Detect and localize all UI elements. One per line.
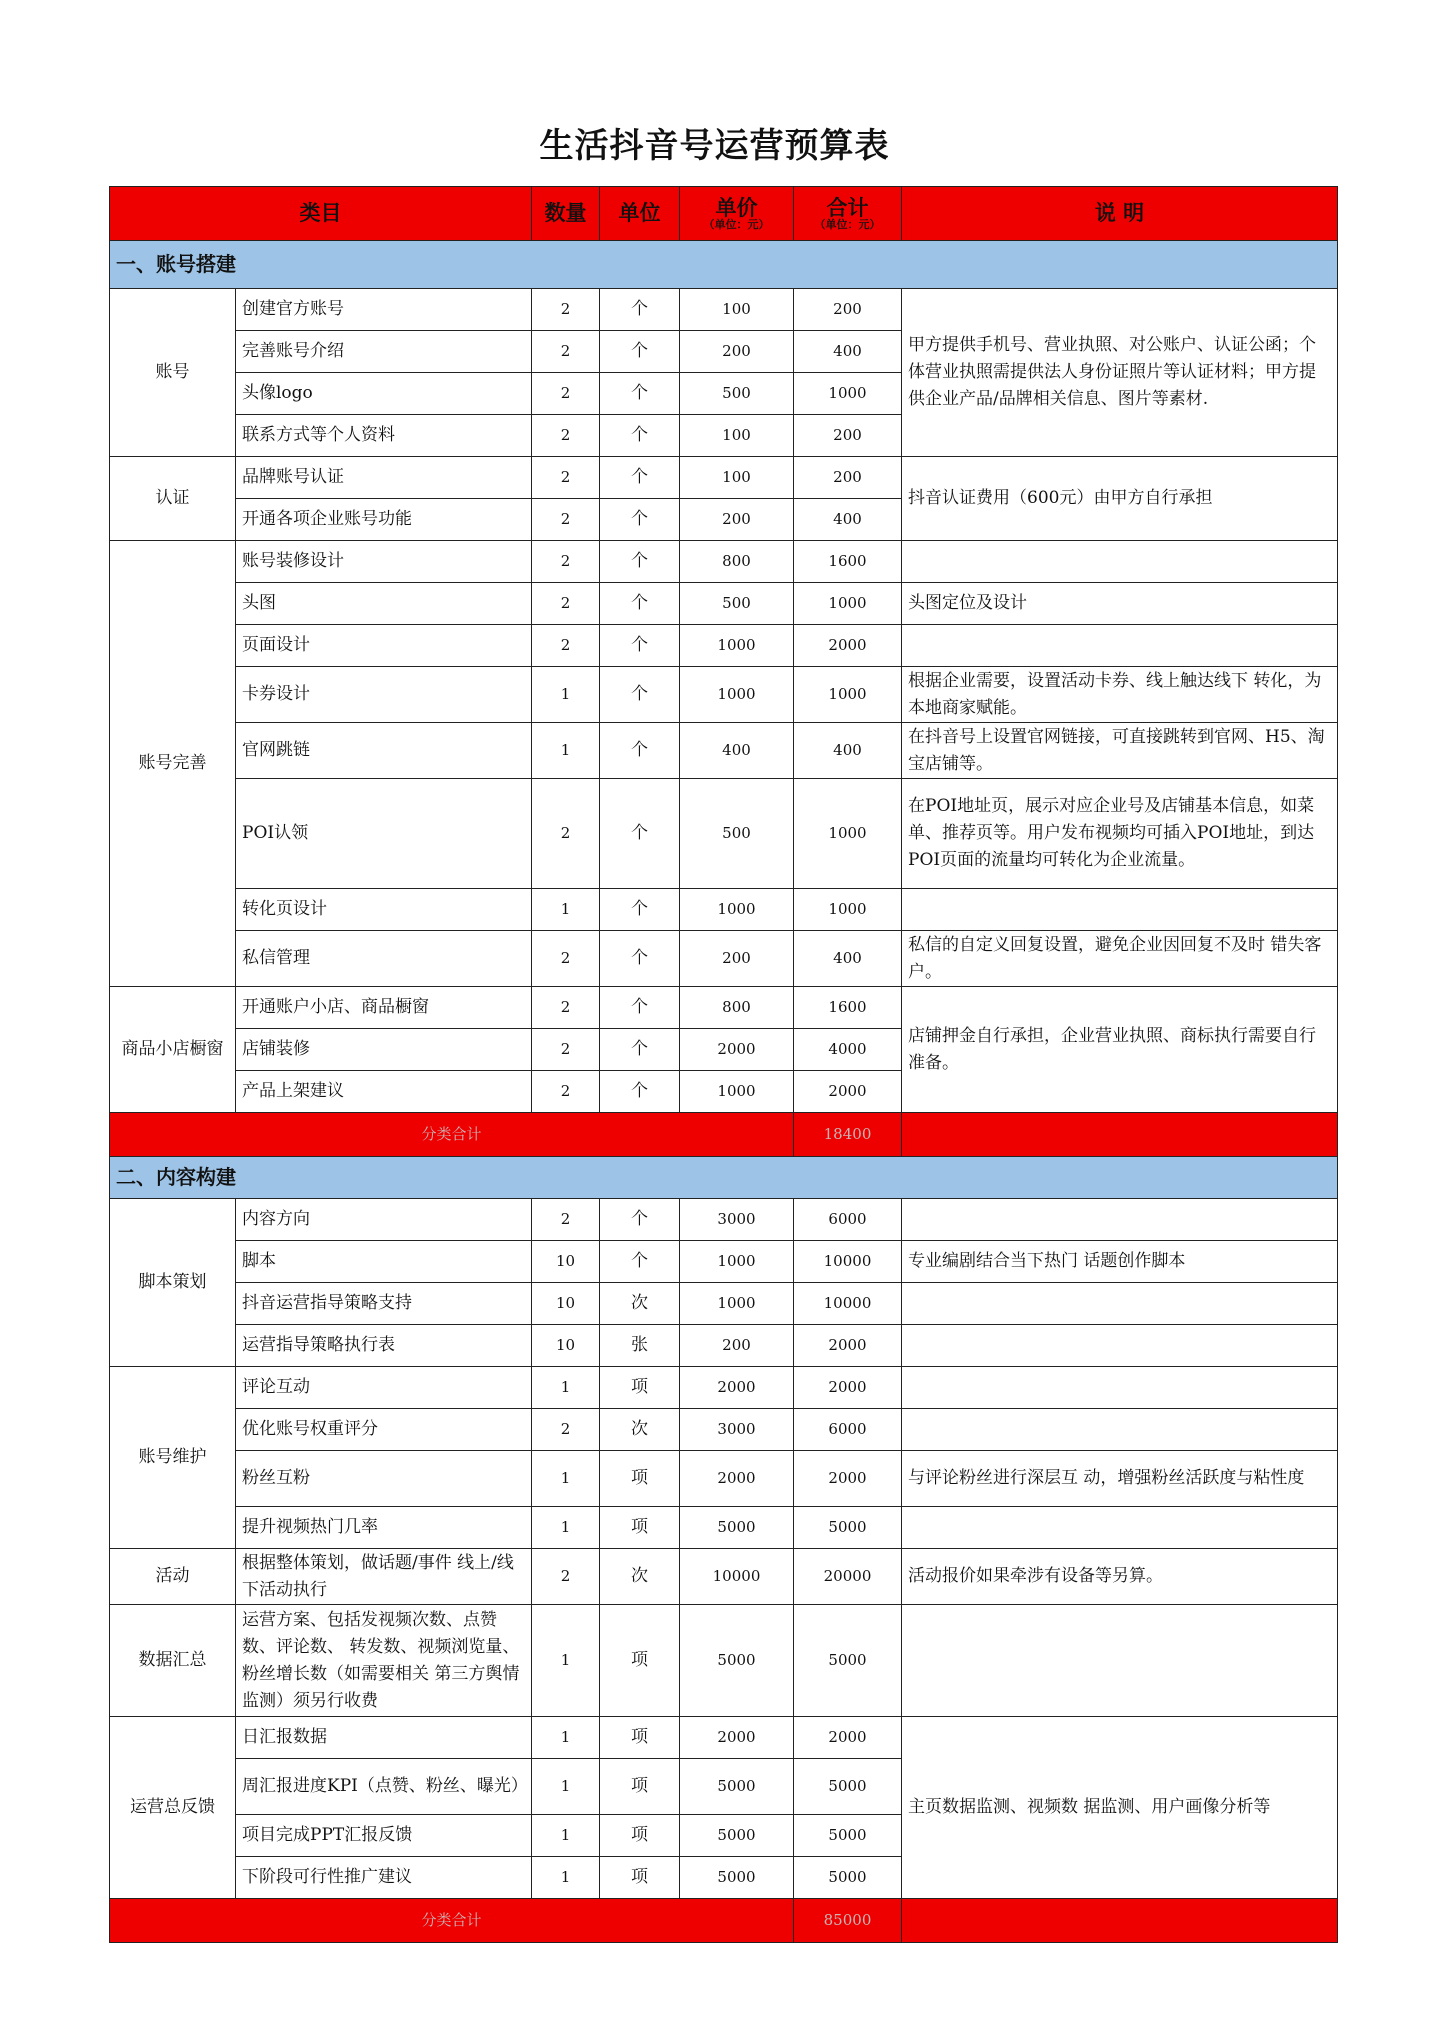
item-total: 6000 xyxy=(794,1409,902,1451)
subtotal-row xyxy=(110,1899,1338,1943)
item-qty: 2 xyxy=(532,415,600,457)
item-unit: 个 xyxy=(600,889,680,931)
header-price-sub: （单位：元） xyxy=(703,217,770,231)
item-name: 官网跳链 xyxy=(236,723,532,779)
item-total: 2000 xyxy=(794,1717,902,1759)
item-unit: 张 xyxy=(600,1325,680,1367)
item-unit: 个 xyxy=(600,931,680,987)
group-name: 账号完善 xyxy=(110,541,236,987)
item-price: 800 xyxy=(680,541,794,583)
item-total: 1000 xyxy=(794,667,902,723)
item-unit: 个 xyxy=(600,1241,680,1283)
item-price: 200 xyxy=(680,931,794,987)
item-name: 卡券设计 xyxy=(236,667,532,723)
item-total: 6000 xyxy=(794,1199,902,1241)
item-total: 400 xyxy=(794,331,902,373)
item-qty: 1 xyxy=(532,1857,600,1899)
item-price: 2000 xyxy=(680,1029,794,1071)
item-unit: 个 xyxy=(600,499,680,541)
table-row xyxy=(110,1507,1338,1549)
item-note xyxy=(902,1199,1338,1241)
item-unit: 个 xyxy=(600,1029,680,1071)
item-total: 200 xyxy=(794,457,902,499)
item-price: 5000 xyxy=(680,1857,794,1899)
item-note xyxy=(902,1409,1338,1451)
header-total xyxy=(794,187,902,241)
item-price: 5000 xyxy=(680,1605,794,1717)
budget-table xyxy=(109,186,1338,1943)
item-unit: 个 xyxy=(600,583,680,625)
item-name: 项目完成PPT汇报反馈 xyxy=(236,1815,532,1857)
table-row xyxy=(110,1549,1338,1605)
item-unit: 次 xyxy=(600,1549,680,1605)
item-name: 内容方向 xyxy=(236,1199,532,1241)
table-row xyxy=(110,1325,1338,1367)
header-total-sub: （单位：元） xyxy=(814,217,881,231)
section-title: 二、内容构建 xyxy=(110,1157,1338,1199)
item-note: 头图定位及设计 xyxy=(902,583,1338,625)
item-name: 开通各项企业账号功能 xyxy=(236,499,532,541)
item-unit: 个 xyxy=(600,723,680,779)
table-row xyxy=(110,1367,1338,1409)
item-unit: 个 xyxy=(600,541,680,583)
table-row xyxy=(110,667,1338,723)
item-note xyxy=(902,889,1338,931)
item-total: 5000 xyxy=(794,1507,902,1549)
item-price: 2000 xyxy=(680,1717,794,1759)
item-qty: 2 xyxy=(532,289,600,331)
item-total: 2000 xyxy=(794,1451,902,1507)
item-qty: 2 xyxy=(532,1029,600,1071)
item-price: 2000 xyxy=(680,1451,794,1507)
item-total: 2000 xyxy=(794,1071,902,1113)
item-unit: 个 xyxy=(600,331,680,373)
item-unit: 项 xyxy=(600,1451,680,1507)
item-qty: 10 xyxy=(532,1283,600,1325)
item-price: 1000 xyxy=(680,1071,794,1113)
item-price: 1000 xyxy=(680,667,794,723)
item-qty: 2 xyxy=(532,931,600,987)
table-row xyxy=(110,1199,1338,1241)
item-unit: 个 xyxy=(600,987,680,1029)
item-price: 800 xyxy=(680,987,794,1029)
item-note: 根据企业需要，设置活动卡券、线上触达线下 转化，为本地商家赋能。 xyxy=(902,667,1338,723)
item-name: 优化账号权重评分 xyxy=(236,1409,532,1451)
item-price: 1000 xyxy=(680,1283,794,1325)
item-note xyxy=(902,1367,1338,1409)
item-total: 400 xyxy=(794,723,902,779)
item-unit: 个 xyxy=(600,625,680,667)
item-total: 5000 xyxy=(794,1605,902,1717)
item-name: 产品上架建议 xyxy=(236,1071,532,1113)
table-row xyxy=(110,289,1338,331)
item-name: 脚本 xyxy=(236,1241,532,1283)
subtotal-label: 分类合计 xyxy=(110,1113,794,1157)
item-total: 1000 xyxy=(794,373,902,415)
item-total: 1000 xyxy=(794,889,902,931)
table-row xyxy=(110,1717,1338,1759)
item-unit: 个 xyxy=(600,1071,680,1113)
item-name: 转化页设计 xyxy=(236,889,532,931)
item-unit: 个 xyxy=(600,667,680,723)
item-price: 1000 xyxy=(680,889,794,931)
item-qty: 1 xyxy=(532,1759,600,1815)
table-row xyxy=(110,541,1338,583)
item-qty: 2 xyxy=(532,331,600,373)
item-total: 1000 xyxy=(794,779,902,889)
header-category: 类目 xyxy=(110,187,532,241)
header-qty: 数量 xyxy=(532,187,600,241)
item-total: 1600 xyxy=(794,541,902,583)
item-qty: 1 xyxy=(532,1451,600,1507)
item-name: 根据整体策划，做话题/事件 线上/线下活动执行 xyxy=(236,1549,532,1605)
item-price: 500 xyxy=(680,373,794,415)
item-note: 私信的自定义回复设置，避免企业因回复不及时 错失客户。 xyxy=(902,931,1338,987)
item-price: 5000 xyxy=(680,1815,794,1857)
item-total: 2000 xyxy=(794,1325,902,1367)
item-total: 1600 xyxy=(794,987,902,1029)
group-name: 账号 xyxy=(110,289,236,457)
table-row xyxy=(110,931,1338,987)
section-row xyxy=(110,1157,1338,1199)
item-price: 5000 xyxy=(680,1759,794,1815)
item-name: 开通账户小店、商品橱窗 xyxy=(236,987,532,1029)
item-price: 200 xyxy=(680,1325,794,1367)
item-price: 500 xyxy=(680,583,794,625)
subtotal-row xyxy=(110,1113,1338,1157)
item-qty: 1 xyxy=(532,1367,600,1409)
item-note: 活动报价如果牵涉有设备等另算。 xyxy=(902,1549,1338,1605)
item-unit: 个 xyxy=(600,289,680,331)
item-unit: 个 xyxy=(600,779,680,889)
item-qty: 2 xyxy=(532,1199,600,1241)
item-note: 专业编剧结合当下热门 话题创作脚本 xyxy=(902,1241,1338,1283)
item-total: 200 xyxy=(794,289,902,331)
item-qty: 2 xyxy=(532,625,600,667)
table-row xyxy=(110,625,1338,667)
item-name: 粉丝互粉 xyxy=(236,1451,532,1507)
item-total: 200 xyxy=(794,415,902,457)
item-unit: 项 xyxy=(600,1857,680,1899)
item-qty: 10 xyxy=(532,1241,600,1283)
item-qty: 2 xyxy=(532,987,600,1029)
table-row xyxy=(110,987,1338,1029)
table-row xyxy=(110,1605,1338,1717)
item-total: 2000 xyxy=(794,625,902,667)
item-name: 周汇报进度KPI（点赞、粉丝、曝光） xyxy=(236,1759,532,1815)
item-qty: 1 xyxy=(532,1507,600,1549)
item-total: 5000 xyxy=(794,1759,902,1815)
subtotal-value: 85000 xyxy=(794,1899,902,1943)
group-note: 店铺押金自行承担，企业营业执照、商标执行需要自行准备。 xyxy=(902,987,1338,1113)
item-name: 创建官方账号 xyxy=(236,289,532,331)
item-price: 3000 xyxy=(680,1199,794,1241)
item-total: 10000 xyxy=(794,1241,902,1283)
group-name: 运营总反馈 xyxy=(110,1717,236,1899)
table-row xyxy=(110,583,1338,625)
header-note: 说 明 xyxy=(902,187,1338,241)
item-name: 品牌账号认证 xyxy=(236,457,532,499)
subtotal-blank xyxy=(902,1899,1338,1943)
item-note xyxy=(902,625,1338,667)
item-name: POI认领 xyxy=(236,779,532,889)
item-name: 日汇报数据 xyxy=(236,1717,532,1759)
item-price: 100 xyxy=(680,457,794,499)
item-note xyxy=(902,1283,1338,1325)
item-price: 100 xyxy=(680,415,794,457)
table-row xyxy=(110,723,1338,779)
group-note: 主页数据监测、视频数 据监测、用户画像分析等 xyxy=(902,1717,1338,1899)
group-name: 脚本策划 xyxy=(110,1199,236,1367)
item-price: 1000 xyxy=(680,1241,794,1283)
subtotal-value: 18400 xyxy=(794,1113,902,1157)
item-qty: 1 xyxy=(532,1605,600,1717)
item-total: 400 xyxy=(794,931,902,987)
item-unit: 项 xyxy=(600,1815,680,1857)
item-total: 2000 xyxy=(794,1367,902,1409)
subtotal-label: 分类合计 xyxy=(110,1899,794,1943)
item-note xyxy=(902,541,1338,583)
item-name: 提升视频热门几率 xyxy=(236,1507,532,1549)
item-note: 在POI地址页，展示对应企业号及店铺基本信息，如菜单、推荐页等。用户发布视频均可插入POI地址，到达POI页面的流量均可转化为企业流量。 xyxy=(902,779,1338,889)
header-price xyxy=(680,187,794,241)
item-price: 5000 xyxy=(680,1507,794,1549)
item-price: 200 xyxy=(680,331,794,373)
item-qty: 1 xyxy=(532,889,600,931)
item-qty: 2 xyxy=(532,499,600,541)
item-name: 账号装修设计 xyxy=(236,541,532,583)
item-unit: 项 xyxy=(600,1605,680,1717)
item-unit: 项 xyxy=(600,1717,680,1759)
item-total: 20000 xyxy=(794,1549,902,1605)
item-unit: 个 xyxy=(600,415,680,457)
section-row xyxy=(110,241,1338,289)
header-unit: 单位 xyxy=(600,187,680,241)
item-unit: 项 xyxy=(600,1507,680,1549)
group-name: 数据汇总 xyxy=(110,1605,236,1717)
table-row xyxy=(110,779,1338,889)
item-total: 1000 xyxy=(794,583,902,625)
item-name: 头图 xyxy=(236,583,532,625)
item-qty: 1 xyxy=(532,1717,600,1759)
item-total: 5000 xyxy=(794,1857,902,1899)
item-name: 下阶段可行性推广建议 xyxy=(236,1857,532,1899)
item-name: 联系方式等个人资料 xyxy=(236,415,532,457)
item-unit: 个 xyxy=(600,373,680,415)
item-total: 400 xyxy=(794,499,902,541)
item-qty: 2 xyxy=(532,779,600,889)
item-name: 私信管理 xyxy=(236,931,532,987)
table-row xyxy=(110,889,1338,931)
item-price: 2000 xyxy=(680,1367,794,1409)
item-price: 1000 xyxy=(680,625,794,667)
header-price-label: 单价 xyxy=(715,195,758,220)
group-name: 认证 xyxy=(110,457,236,541)
item-qty: 1 xyxy=(532,723,600,779)
item-qty: 2 xyxy=(532,373,600,415)
item-name: 页面设计 xyxy=(236,625,532,667)
section-title: 一、账号搭建 xyxy=(110,241,1338,289)
item-note: 在抖音号上设置官网链接，可直接跳转到官网、H5、淘宝店铺等。 xyxy=(902,723,1338,779)
item-note xyxy=(902,1507,1338,1549)
item-price: 400 xyxy=(680,723,794,779)
item-note xyxy=(902,1605,1338,1717)
item-total: 5000 xyxy=(794,1815,902,1857)
group-note: 抖音认证费用（600元）由甲方自行承担 xyxy=(902,457,1338,541)
item-note: 与评论粉丝进行深层互 动，增强粉丝活跃度与粘性度 xyxy=(902,1451,1338,1507)
table-row xyxy=(110,1283,1338,1325)
header-total-label: 合计 xyxy=(826,195,869,220)
item-unit: 项 xyxy=(600,1759,680,1815)
item-qty: 2 xyxy=(532,541,600,583)
item-qty: 2 xyxy=(532,1409,600,1451)
item-name: 评论互动 xyxy=(236,1367,532,1409)
item-name: 抖音运营指导策略支持 xyxy=(236,1283,532,1325)
item-unit: 项 xyxy=(600,1367,680,1409)
item-qty: 2 xyxy=(532,1071,600,1113)
item-qty: 10 xyxy=(532,1325,600,1367)
item-name: 运营方案、包括发视频次数、点赞数、评论数、 转发数、视频浏览量、粉丝增长数（如需要相关 第三方舆情监测）须另行收费 xyxy=(236,1605,532,1717)
item-qty: 2 xyxy=(532,1549,600,1605)
table-row xyxy=(110,1241,1338,1283)
table-row xyxy=(110,457,1338,499)
item-name: 头像logo xyxy=(236,373,532,415)
item-unit: 次 xyxy=(600,1283,680,1325)
subtotal-blank xyxy=(902,1113,1338,1157)
item-name: 店铺装修 xyxy=(236,1029,532,1071)
item-note xyxy=(902,1325,1338,1367)
item-qty: 2 xyxy=(532,457,600,499)
group-name: 账号维护 xyxy=(110,1367,236,1549)
group-note: 甲方提供手机号、营业执照、对公账户、认证公函；个体营业执照需提供法人身份证照片等认证材料；甲方提供企业产品/品牌相关信息、图片等素材. xyxy=(902,289,1338,457)
group-name: 活动 xyxy=(110,1549,236,1605)
item-name: 运营指导策略执行表 xyxy=(236,1325,532,1367)
item-unit: 次 xyxy=(600,1409,680,1451)
item-qty: 2 xyxy=(532,583,600,625)
item-total: 10000 xyxy=(794,1283,902,1325)
item-price: 3000 xyxy=(680,1409,794,1451)
item-price: 500 xyxy=(680,779,794,889)
page-title: 生活抖音号运营预算表 xyxy=(539,126,890,166)
table-row xyxy=(110,1409,1338,1451)
item-price: 100 xyxy=(680,289,794,331)
item-unit: 个 xyxy=(600,457,680,499)
item-qty: 1 xyxy=(532,667,600,723)
item-price: 10000 xyxy=(680,1549,794,1605)
item-total: 4000 xyxy=(794,1029,902,1071)
group-name: 商品小店橱窗 xyxy=(110,987,236,1113)
item-name: 完善账号介绍 xyxy=(236,331,532,373)
table-row xyxy=(110,1451,1338,1507)
item-unit: 个 xyxy=(600,1199,680,1241)
item-qty: 1 xyxy=(532,1815,600,1857)
item-price: 200 xyxy=(680,499,794,541)
